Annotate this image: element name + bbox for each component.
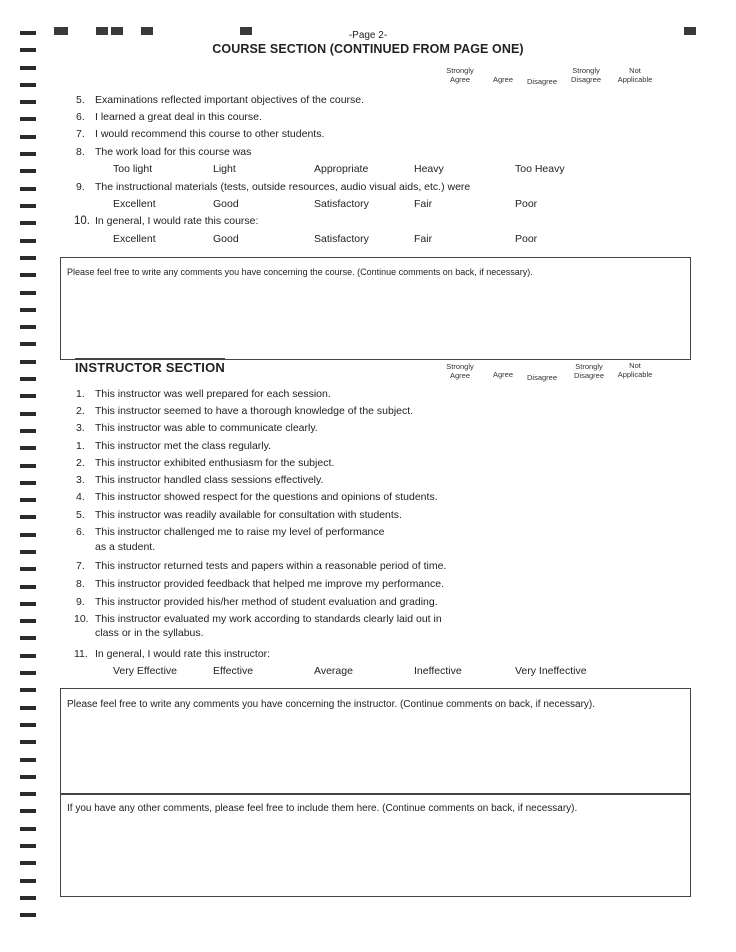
question-number: 3. — [76, 474, 85, 486]
timing-mark — [20, 273, 36, 277]
instructor-question — [76, 457, 334, 469]
question-number: 11. — [74, 648, 88, 660]
scale-agree: Agree — [492, 75, 513, 84]
question-number: 3. — [76, 422, 85, 434]
course-question — [76, 181, 470, 193]
instructor-question-continued: class or in the syllabus. — [95, 627, 204, 639]
question-number: 5. — [76, 94, 85, 106]
timing-mark — [20, 688, 36, 692]
timing-mark — [20, 758, 36, 762]
question-text: This instructor provided his/her method of student evaluation and grading. — [95, 596, 438, 608]
question-number: 2. — [76, 405, 85, 417]
timing-mark — [20, 636, 36, 640]
question-number: 7. — [76, 560, 85, 572]
timing-mark — [20, 619, 36, 623]
question-number: 2. — [76, 457, 85, 469]
question-text: This instructor handled class sessions effectively. — [95, 474, 324, 486]
timing-mark — [20, 187, 36, 191]
timing-mark — [20, 152, 36, 156]
timing-mark — [20, 464, 36, 468]
instructor-question — [76, 491, 438, 503]
timing-mark — [20, 446, 36, 450]
instructor-question — [76, 405, 413, 417]
question-text: I would recommend this course to other students. — [95, 128, 325, 140]
timing-mark — [20, 169, 36, 173]
question-text: In general, I would rate this course: — [95, 215, 259, 227]
materials-option[interactable]: Satisfactory — [314, 198, 369, 210]
instructor-question — [76, 578, 444, 590]
course-rating-option[interactable]: Satisfactory — [314, 233, 369, 245]
timing-mark — [20, 239, 36, 243]
timing-mark — [20, 256, 36, 260]
instructor-question — [76, 560, 446, 572]
instructor-comment-prompt: Please feel free to write any comments you have concerning the instructor. (Continue comments on back, if necessary). — [67, 699, 596, 710]
instructor-rating-option[interactable]: Very Effective — [113, 665, 178, 677]
page-title: COURSE SECTION (CONTINUED FROM PAGE ONE) — [212, 42, 524, 56]
materials-option[interactable]: Fair — [414, 198, 433, 210]
question-number: 1. — [76, 440, 85, 452]
timing-mark — [20, 879, 36, 883]
timing-mark — [20, 66, 36, 70]
timing-mark — [20, 498, 36, 502]
timing-mark — [20, 706, 36, 710]
timing-mark — [20, 861, 36, 865]
question-text: This instructor returned tests and papers within a reasonable period of time. — [95, 560, 447, 572]
timing-mark — [20, 809, 36, 813]
question-text: This instructor met the class regularly. — [95, 440, 272, 452]
question-text: Examinations reflected important objectives of the course. — [95, 94, 365, 106]
scale-disagree: Disagree — [526, 77, 557, 86]
instructor-rating-option[interactable]: Effective — [213, 665, 254, 677]
question-text: This instructor evaluated my work according to standards clearly laid out in — [95, 613, 442, 625]
instructor-question — [76, 596, 438, 608]
timing-mark — [20, 913, 36, 917]
timing-mark — [20, 775, 36, 779]
timing-mark — [20, 896, 36, 900]
timing-mark — [20, 792, 36, 796]
question-number: 8. — [76, 578, 85, 590]
scale-not-applicable: Not Applicable — [617, 361, 653, 379]
timing-mark — [20, 654, 36, 658]
timing-mark — [20, 325, 36, 329]
question-text: This instructor challenged me to raise my level of performance — [95, 526, 385, 538]
timing-mark — [20, 515, 36, 519]
timing-mark — [20, 723, 36, 727]
timing-mark — [20, 100, 36, 104]
timing-mark — [20, 567, 36, 571]
workload-option[interactable]: Too light — [113, 163, 153, 175]
course-rating-option[interactable]: Good — [213, 233, 239, 245]
timing-mark — [20, 671, 36, 675]
timing-mark — [20, 291, 36, 295]
question-text: The work load for this course was — [95, 146, 252, 158]
course-rating-option[interactable]: Fair — [414, 233, 433, 245]
question-number: 10. — [74, 215, 90, 227]
workload-option[interactable]: Appropriate — [314, 163, 369, 175]
timing-mark — [20, 377, 36, 381]
course-comment-prompt: Please feel free to write any comments you have concerning the course. (Continue comments on back, if necessary). — [67, 267, 533, 277]
timing-mark — [20, 394, 36, 398]
course-question — [74, 215, 258, 227]
materials-option[interactable]: Excellent — [113, 198, 156, 210]
timing-mark — [20, 412, 36, 416]
instructor-question — [74, 648, 270, 660]
timing-mark — [20, 740, 36, 744]
course-question — [76, 94, 364, 106]
course-rating-option[interactable]: Excellent — [113, 233, 156, 245]
scale-strongly-agree: Strongly Agree — [446, 362, 474, 380]
scale-strongly-disagree: Strongly Disagree — [573, 362, 604, 380]
scale-not-applicable: Not Applicable — [617, 66, 653, 84]
other-comment-prompt: If you have any other comments, please feel free to include them here. (Continue comments on back, if necessary). — [67, 803, 578, 814]
question-number: 10. — [74, 613, 89, 625]
timing-mark — [20, 585, 36, 589]
instructor-rating-option[interactable]: Ineffective — [414, 665, 462, 677]
timing-mark — [20, 844, 36, 848]
question-text: This instructor was readily available for consultation with students. — [95, 509, 402, 521]
instructor-rating-option[interactable]: Very Ineffective — [515, 665, 587, 677]
timing-mark — [20, 308, 36, 312]
question-text: This instructor was well prepared for each session. — [95, 388, 331, 400]
workload-option[interactable]: Light — [213, 163, 236, 175]
scale-disagree: Disagree — [526, 373, 557, 382]
instructor-question — [76, 526, 384, 538]
section-divider — [75, 358, 225, 359]
question-number: 1. — [76, 388, 85, 400]
instructor-question — [74, 613, 442, 625]
instructor-question-continued: as a student. — [95, 541, 156, 553]
question-number: 9. — [76, 596, 85, 608]
question-text: This instructor was able to communicate clearly. — [95, 422, 318, 434]
course-question — [76, 146, 251, 158]
question-text: This instructor showed respect for the questions and opinions of students. — [95, 491, 438, 503]
question-text: The instructional materials (tests, outside resources, audio visual aids, etc.) were — [95, 181, 471, 193]
timing-mark — [20, 533, 36, 537]
timing-mark — [20, 481, 36, 485]
question-text: This instructor seemed to have a thorough knowledge of the subject. — [95, 405, 414, 417]
timing-mark — [20, 550, 36, 554]
scale-agree: Agree — [492, 370, 513, 379]
question-number: 4. — [76, 491, 85, 503]
timing-mark — [20, 83, 36, 87]
instructor-question — [76, 422, 318, 434]
course-rating-option[interactable]: Poor — [515, 233, 538, 245]
question-text: This instructor provided feedback that helped me improve my performance. — [95, 578, 444, 590]
instructor-section-title: INSTRUCTOR SECTION — [75, 360, 225, 375]
course-question — [76, 128, 324, 140]
question-number: 5. — [76, 509, 85, 521]
instructor-rating-option[interactable]: Average — [314, 665, 353, 677]
timing-mark — [20, 342, 36, 346]
workload-option[interactable]: Too Heavy — [515, 163, 565, 175]
question-number: 8. — [76, 146, 85, 158]
question-text: This instructor exhibited enthusiasm for the subject. — [95, 457, 335, 469]
question-number: 6. — [76, 526, 85, 538]
question-number: 6. — [76, 111, 85, 123]
scale-strongly-agree: Strongly Agree — [446, 66, 474, 84]
instructor-question — [76, 474, 323, 486]
materials-option[interactable]: Good — [213, 198, 239, 210]
timing-mark — [20, 204, 36, 208]
scale-strongly-disagree: Strongly Disagree — [570, 66, 601, 84]
materials-option[interactable]: Poor — [515, 198, 538, 210]
instructor-question — [76, 388, 331, 400]
timing-mark — [20, 827, 36, 831]
instructor-question — [76, 440, 271, 452]
timing-mark — [20, 135, 36, 139]
course-question — [76, 111, 262, 123]
timing-mark — [20, 360, 36, 364]
timing-mark — [20, 602, 36, 606]
timing-mark — [20, 429, 36, 433]
workload-option[interactable]: Heavy — [414, 163, 444, 175]
timing-mark — [20, 117, 36, 121]
question-number: 7. — [76, 128, 85, 140]
question-text: In general, I would rate this instructor: — [95, 648, 271, 660]
timing-mark — [20, 221, 36, 225]
question-number: 9. — [76, 181, 85, 193]
instructor-question — [76, 509, 402, 521]
question-text: I learned a great deal in this course. — [95, 111, 262, 123]
page-number: -Page 2- — [348, 30, 388, 41]
